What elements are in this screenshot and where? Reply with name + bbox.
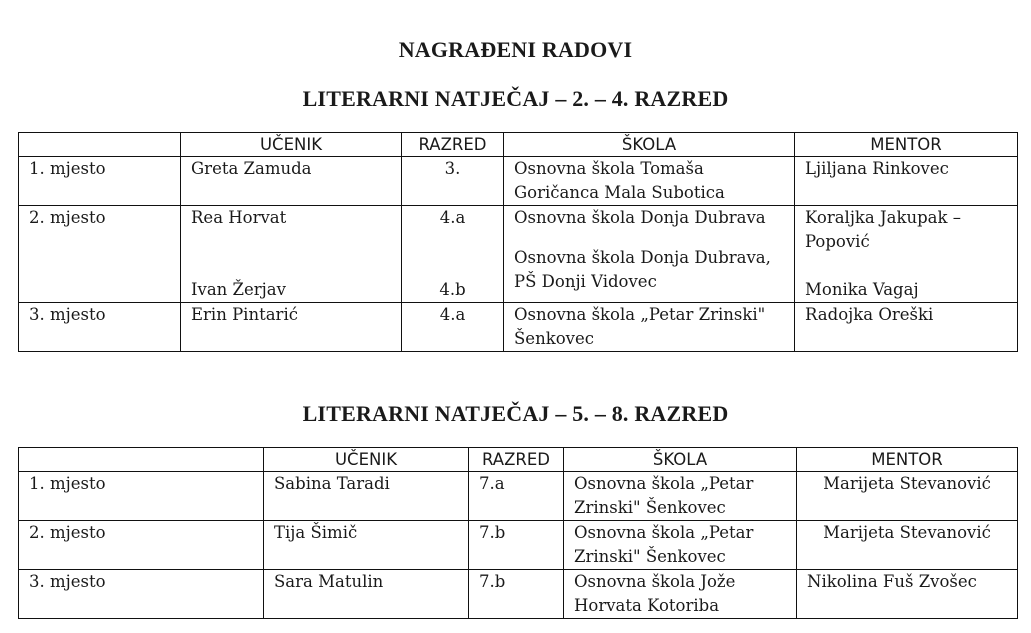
grade-cell: 7.b <box>469 521 564 570</box>
student-cell <box>181 206 402 303</box>
grade-cell: 7.a <box>469 472 564 521</box>
school-cell: Osnovna škola „Petar Zrinski" Šenkovec <box>564 521 797 570</box>
section1-title: LITERARNI NATJEČAJ – 2. – 4. RAZRED <box>302 86 729 111</box>
mentor-name: Monika Vagaj <box>805 280 919 299</box>
student-cell: Erin Pintarić <box>181 303 402 352</box>
page-heading: NAGRAĐENI RADOVI <box>398 37 633 62</box>
grade-value: 4.a <box>439 208 466 227</box>
section2-title: LITERARNI NATJEČAJ – 5. – 8. RAZRED <box>302 401 729 426</box>
student-cell: Sabina Taradi <box>264 472 469 521</box>
place-cell: 2. mjesto <box>19 206 181 303</box>
grade-cell <box>402 206 504 303</box>
header-grade: RAZRED <box>402 133 504 157</box>
school-cell: Osnovna škola Tomaša Goričanca Mala Subotica <box>504 157 795 206</box>
place-cell: 1. mjesto <box>19 157 181 206</box>
header-school: ŠKOLA <box>504 133 795 157</box>
school-cell: Osnovna škola Jože Horvata Kotoriba <box>564 570 797 619</box>
grade-cell: 3. <box>402 157 504 206</box>
table-header-row <box>19 448 1018 472</box>
table-row <box>19 472 1018 521</box>
school-cell: Osnovna škola „Petar Zrinski" Šenkovec <box>564 472 797 521</box>
student-cell: Greta Zamuda <box>181 157 402 206</box>
student-cell: Sara Matulin <box>264 570 469 619</box>
section1-table <box>18 132 1018 352</box>
mentor-cell: Ljiljana Rinkovec <box>795 157 1018 206</box>
mentor-cell: Marijeta Stevanović <box>797 472 1018 521</box>
school-name: Osnovna škola Donja Dubrava, PŠ Donji Vidovec <box>514 248 771 291</box>
school-cell <box>504 206 795 303</box>
place-cell: 3. mjesto <box>19 570 264 619</box>
header-place <box>19 448 264 472</box>
table-header-row <box>19 133 1018 157</box>
header-mentor: MENTOR <box>795 133 1018 157</box>
header-grade: RAZRED <box>469 448 564 472</box>
grade-cell: 4.a <box>402 303 504 352</box>
header-student: UČENIK <box>181 133 402 157</box>
student-name: Ivan Žerjav <box>191 280 286 299</box>
table-row <box>19 521 1018 570</box>
mentor-cell: Nikolina Fuš Zvošec <box>797 570 1018 619</box>
grade-value: 4.b <box>439 280 466 299</box>
mentor-name: Koraljka Jakupak – Popović <box>805 208 961 251</box>
mentor-cell: Marijeta Stevanović <box>797 521 1018 570</box>
table-row <box>19 206 1018 303</box>
header-school: ŠKOLA <box>564 448 797 472</box>
student-name: Rea Horvat <box>191 208 287 227</box>
mentor-cell: Radojka Oreški <box>795 303 1018 352</box>
table-row <box>19 157 1018 206</box>
place-cell: 1. mjesto <box>19 472 264 521</box>
header-mentor: MENTOR <box>797 448 1018 472</box>
place-cell: 2. mjesto <box>19 521 264 570</box>
grade-cell: 7.b <box>469 570 564 619</box>
section2-table <box>18 447 1018 619</box>
mentor-cell <box>795 206 1018 303</box>
header-student: UČENIK <box>264 448 469 472</box>
table-row <box>19 303 1018 352</box>
school-name: Osnovna škola Donja Dubrava <box>514 208 766 227</box>
student-cell: Tija Šimič <box>264 521 469 570</box>
table-row <box>19 570 1018 619</box>
header-place <box>19 133 181 157</box>
school-cell: Osnovna škola „Petar Zrinski" Šenkovec <box>504 303 795 352</box>
place-cell: 3. mjesto <box>19 303 181 352</box>
